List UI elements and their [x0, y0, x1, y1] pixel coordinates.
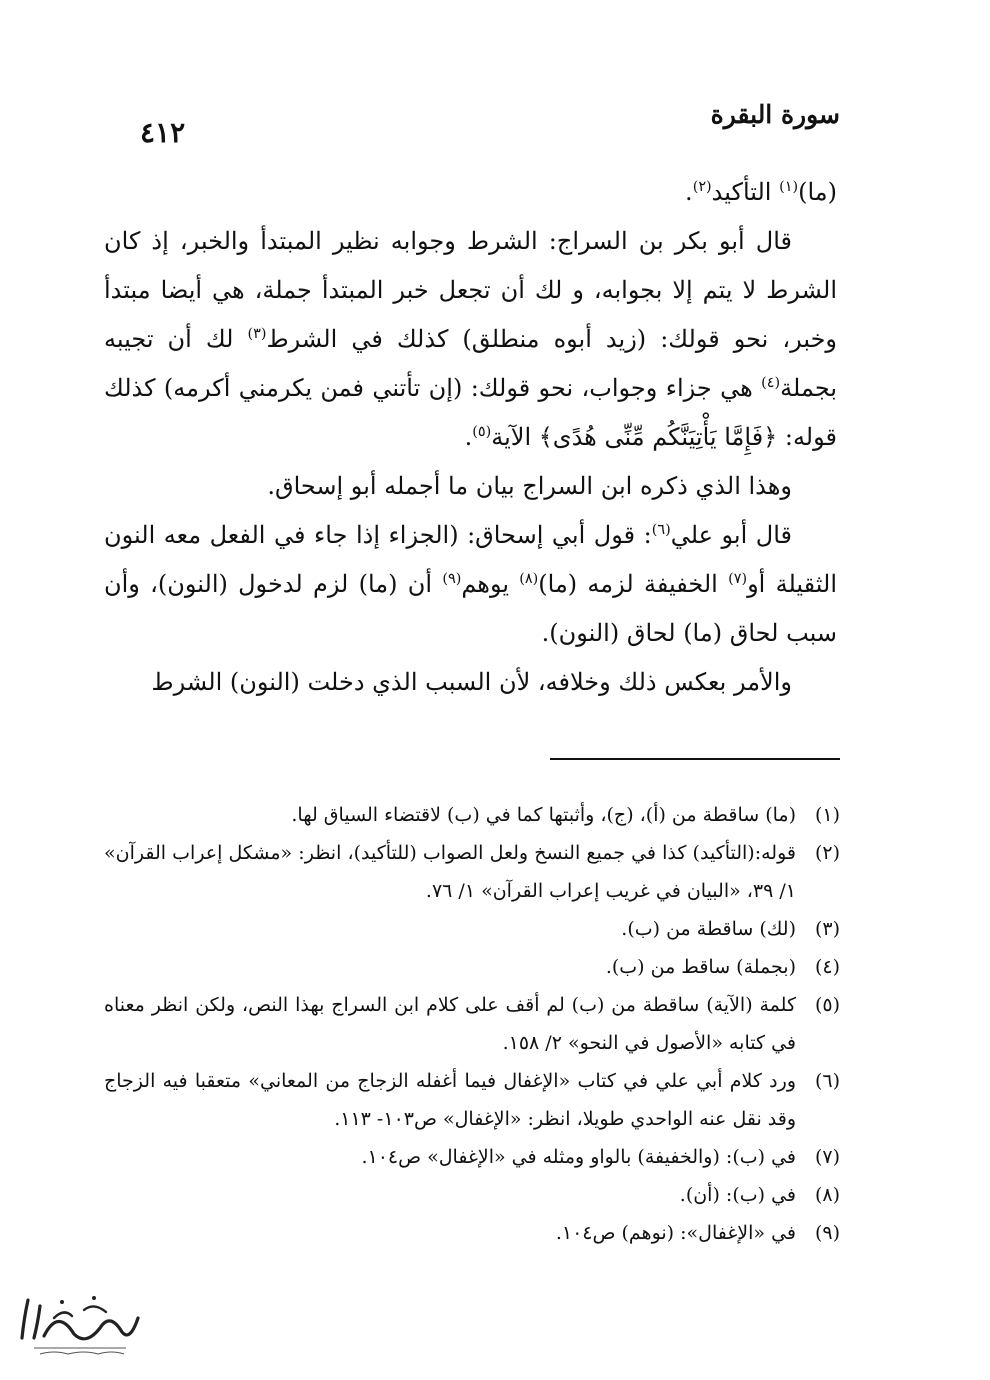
footnote-number: (٥)	[814, 994, 840, 1016]
footnote	[104, 796, 840, 834]
text-span: .	[464, 423, 473, 451]
footnote-ref: (٥)	[472, 424, 492, 440]
paragraph	[104, 217, 837, 462]
footnote-number: (٨)	[814, 1184, 840, 1206]
footnote-ref: (١)	[779, 179, 799, 195]
text-span: أن (ما) لزم لدخول (النون)، وأن سبب لحاق (ما) لحاق (النون).	[104, 570, 837, 647]
footnote	[104, 910, 840, 948]
footnote-text: كلمة (الآية) ساقطة من (ب) لم أقف على كلام ابن السراج بهذا النص، ولكن انظر معناه في كتابه «الأصول في النحو» ٢/ ١٥٨.	[104, 994, 796, 1054]
text-span: .	[685, 178, 693, 206]
footnote-text: في (ب): (أن).	[679, 1184, 796, 1206]
footnote	[104, 986, 840, 1062]
paragraph	[104, 511, 837, 658]
footnote-ref: (٣)	[247, 326, 267, 342]
footnote-number: (٩)	[814, 1222, 840, 1244]
paragraph: والأمر بعكس ذلك وخلافه، لأن السبب الذي دخلت (النون) الشرط	[151, 668, 792, 696]
footnote	[104, 1062, 840, 1138]
footnote-number: (٢)	[814, 842, 840, 864]
footnote-ref: (٦)	[651, 522, 671, 538]
footnote-text: (لك) ساقطة من (ب).	[621, 918, 796, 940]
footnote-text: في (ب): (والخفيفة) بالواو ومثله في «الإغفال» ص١٠٤.	[361, 1146, 796, 1168]
text-span: التأكيد	[711, 178, 780, 206]
footnote-number: (٧)	[814, 1146, 840, 1168]
running-title: سورة البقرة	[710, 100, 840, 129]
text-span: : قول أبي إسحاق: (الجزاء إذا جاء في الفعل معه النون الثقيلة أو	[104, 521, 837, 598]
footnote-text: في «الإغفال»: (نوهم) ص١٠٤.	[555, 1222, 796, 1244]
footnote	[104, 1214, 840, 1252]
footnote-ref: (٧)	[728, 571, 748, 587]
footnote-text: قوله:(التأكيد) كذا في جميع النسخ ولعل الصواب (للتأكيد)، انظر: «مشكل إعراب القرآن» ١/ ٣٩، «البيان في غريب إعراب القرآن» ١/ ٧٦.	[104, 842, 796, 902]
text-span: قال أبو علي	[670, 521, 792, 549]
main-text	[104, 168, 837, 707]
paragraph: وهذا الذي ذكره ابن السراج بيان ما أجمله أبو إسحاق.	[267, 472, 792, 500]
footnote-text: (ما) ساقطة من (أ)، (ج)، وأثبتها كما في (ب) لاقتضاء السياق لها.	[291, 804, 796, 826]
footnote-number: (٤)	[814, 956, 840, 978]
footnote-number: (٦)	[814, 1070, 840, 1092]
footnote	[104, 1138, 840, 1176]
text-span: الخفيفة لزمه (ما)	[538, 570, 729, 598]
text-span: (ما)	[798, 178, 837, 206]
text-span: لك أن تجيبه بجملة	[104, 325, 837, 402]
paragraph	[104, 168, 837, 217]
logo-icon	[14, 1288, 144, 1358]
footnote-text: ورد كلام أبي علي في كتاب «الإغفال فيما أغفله الزجاج من المعاني» متعقبا فيه الزجاج وقد نقل عنه الواحدي طويلا، انظر: «الإغفال» ص١٠٣- ١١٣.	[104, 1070, 796, 1130]
footnote-number: (١)	[814, 804, 840, 826]
footnote-ref: (٩)	[442, 571, 462, 587]
calligraphy-logo	[14, 1288, 144, 1358]
footnotes	[104, 796, 840, 1252]
text-span: هي جزاء وجواب، نحو قولك: (إن تأتني فمن يكرمني أكرمه) كذلك قوله: ﴿فَإِمَّا يَأْتِيَنَّكُم مِّنِّى هُدًى﴾ الآية	[104, 374, 837, 451]
footnote	[104, 948, 840, 986]
text-span: قال أبو بكر بن السراج: الشرط وجوابه نظير المبتدأ والخبر، إذ كان الشرط لا يتم إلا بجوابه، و لك أن تجعل خبر المبتدأ جملة، هي أيضا مبتدأ وخبر، نحو قولك: (زيد أبوه منطلق) كذلك في الشرط	[104, 227, 837, 353]
footnote	[104, 834, 840, 910]
footnote-ref: (٢)	[692, 179, 712, 195]
footnote-number: (٣)	[814, 918, 840, 940]
text-span: يوهم	[461, 570, 520, 598]
footnote-divider	[550, 758, 840, 760]
page-number: ٤١٢	[140, 116, 186, 149]
page-header	[140, 100, 840, 150]
footnote	[104, 1176, 840, 1214]
footnote-ref: (٤)	[761, 375, 781, 391]
footnote-ref: (٨)	[519, 571, 539, 587]
footnote-text: (بجملة) ساقط من (ب).	[605, 956, 796, 978]
